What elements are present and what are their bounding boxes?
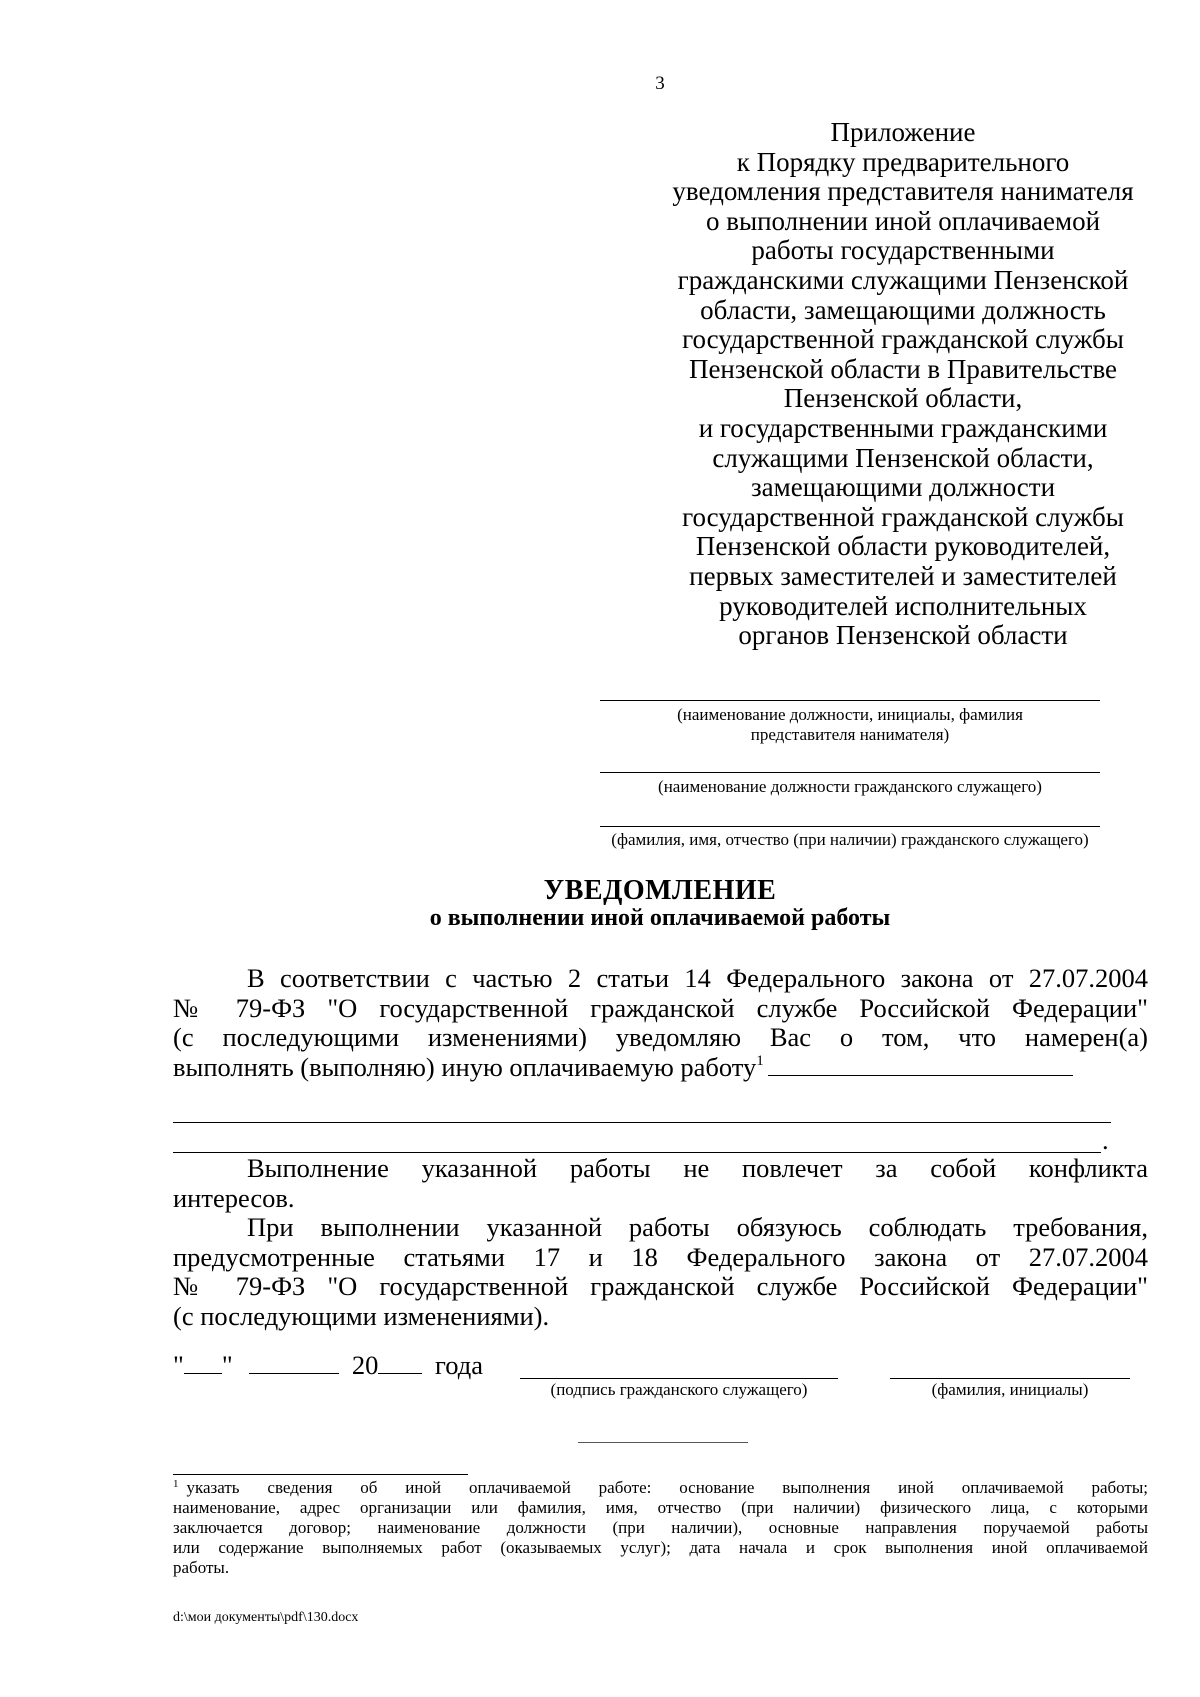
employer-caption-line2: представителя нанимателя) (750, 725, 950, 744)
employer-field[interactable] (600, 700, 1100, 701)
signature-caption: (подпись гражданского служащего) (550, 1380, 808, 1399)
appendix-line: работы государственными (751, 235, 1055, 266)
name-initials-field[interactable] (890, 1378, 1130, 1379)
paragraph-notice (173, 964, 1148, 1082)
appendix-line: Пензенской области руководителей, (695, 531, 1111, 562)
paragraph-line: В соответствии с частью 2 статьи 14 Федерального закона от 27.07.2004 (247, 963, 1148, 993)
footnote-line (173, 1478, 1148, 1498)
date-signature-row (173, 1350, 483, 1381)
appendix-line: органов Пензенской области (738, 620, 1068, 651)
document-title: УВЕДОМЛЕНИЕ (543, 875, 777, 906)
appendix-line: Приложение (830, 117, 976, 147)
footnote-reference: 1 (756, 1052, 764, 1069)
paragraph-line: № 79-ФЗ "О государственной гражданской службе Российской Федерации" (173, 992, 1148, 1023)
employer-caption-line1: (наименование должности, инициалы, фамилия (677, 705, 1023, 724)
quote-open: " (173, 1350, 184, 1380)
paragraph-line: интересов. (173, 1182, 295, 1213)
paragraph-obligation (173, 1213, 1148, 1331)
paragraph-line: (с последующими изменениями). (173, 1300, 550, 1331)
separator-line (578, 1442, 748, 1443)
paragraph-line-text: выполнять (выполняю) иную оплачиваемую работу (173, 1051, 757, 1082)
signature-field[interactable] (520, 1378, 838, 1379)
appendix-block (648, 118, 1158, 651)
appendix-line: Пензенской области, (783, 383, 1023, 414)
day-field[interactable] (184, 1351, 222, 1374)
appendix-line: и государственными гражданскими (698, 412, 1108, 443)
employer-caption (600, 705, 1100, 745)
appendix-line: руководителей исполнительных (719, 590, 1087, 621)
name-initials-caption: (фамилия, инициалы) (931, 1380, 1089, 1399)
footnote-line: наименование, адрес организации или фамилия, имя, отчество (при наличии) физического лица, с которыми (173, 1498, 1148, 1517)
page-number-text: 3 (655, 73, 665, 94)
footnote-line: работы. (173, 1558, 230, 1577)
servant-position-caption: (наименование должности гражданского служащего) (658, 777, 1042, 796)
footnote-line: заключается договор; наименование должности (при наличии), основные направления поручаемой работы (173, 1518, 1148, 1537)
work-description-period: . (1102, 1125, 1109, 1155)
file-path: d:\мои документы\pdf\130.docx (173, 1610, 359, 1625)
servant-name-field[interactable] (600, 826, 1100, 827)
paragraph-line: предусмотренные статьями 17 и 18 Федерального закона от 27.07.2004 (173, 1241, 1148, 1272)
servant-position-field[interactable] (600, 772, 1100, 773)
page-number (0, 73, 1200, 95)
appendix-line: уведомления представителя нанимателя (672, 176, 1134, 207)
footnote-separator (173, 1474, 468, 1475)
appendix-line: о выполнении иной оплачиваемой (705, 205, 1101, 236)
appendix-line: гражданскими служащими Пензенской (677, 264, 1129, 295)
appendix-line: к Порядку предварительного (736, 146, 1070, 177)
century-label: 20 (351, 1350, 379, 1380)
appendix-line: государственной гражданской службы (682, 501, 1124, 532)
appendix-line: первых заместителей и заместителей (689, 560, 1117, 591)
paragraph-line: (с последующими изменениями) уведомляю Вас о том, что намерен(а) (173, 1022, 1148, 1052)
appendix-line: Пензенской области в Правительстве (688, 353, 1118, 384)
footnote-marker: 1 (173, 1478, 179, 1490)
quote-close: " (221, 1350, 233, 1380)
footnote-line: или содержание выполняемых работ (оказываемых услуг); дата начала и срок выполнения иной оплачиваемой (173, 1538, 1148, 1557)
appendix-line: служащими Пензенской области, (712, 442, 1094, 473)
paragraph-line: При выполнении указанной работы обязуюсь соблюдать требования, (247, 1212, 1148, 1242)
paragraph-line (173, 1053, 1148, 1083)
paragraph-line: Выполнение указанной работы не повлечет за собой конфликта (247, 1153, 1148, 1183)
work-description-field[interactable] (768, 1053, 1073, 1076)
document-subtitle: о выполнении иной оплачиваемой работы (429, 905, 891, 931)
month-field[interactable] (249, 1351, 339, 1374)
work-description-line-2[interactable] (173, 1122, 1111, 1123)
paragraph-line: № 79-ФЗ "О государственной гражданской службе Российской Федерации" (173, 1271, 1148, 1301)
year-field[interactable] (378, 1351, 422, 1374)
footnote (173, 1478, 1148, 1578)
appendix-line: замещающими должности (750, 472, 1056, 503)
servant-name-caption: (фамилия, имя, отчество (при наличии) гражданского служащего) (611, 830, 1089, 849)
appendix-line: государственной гражданской службы (682, 324, 1124, 355)
year-label: года (435, 1350, 483, 1380)
appendix-line: области, замещающими должность (700, 294, 1106, 325)
paragraph-no-conflict (173, 1154, 1148, 1213)
footnote-line-text: указать сведения об иной оплачиваемой работе: основание выполнения иной оплачиваемой работы; (186, 1478, 1148, 1497)
